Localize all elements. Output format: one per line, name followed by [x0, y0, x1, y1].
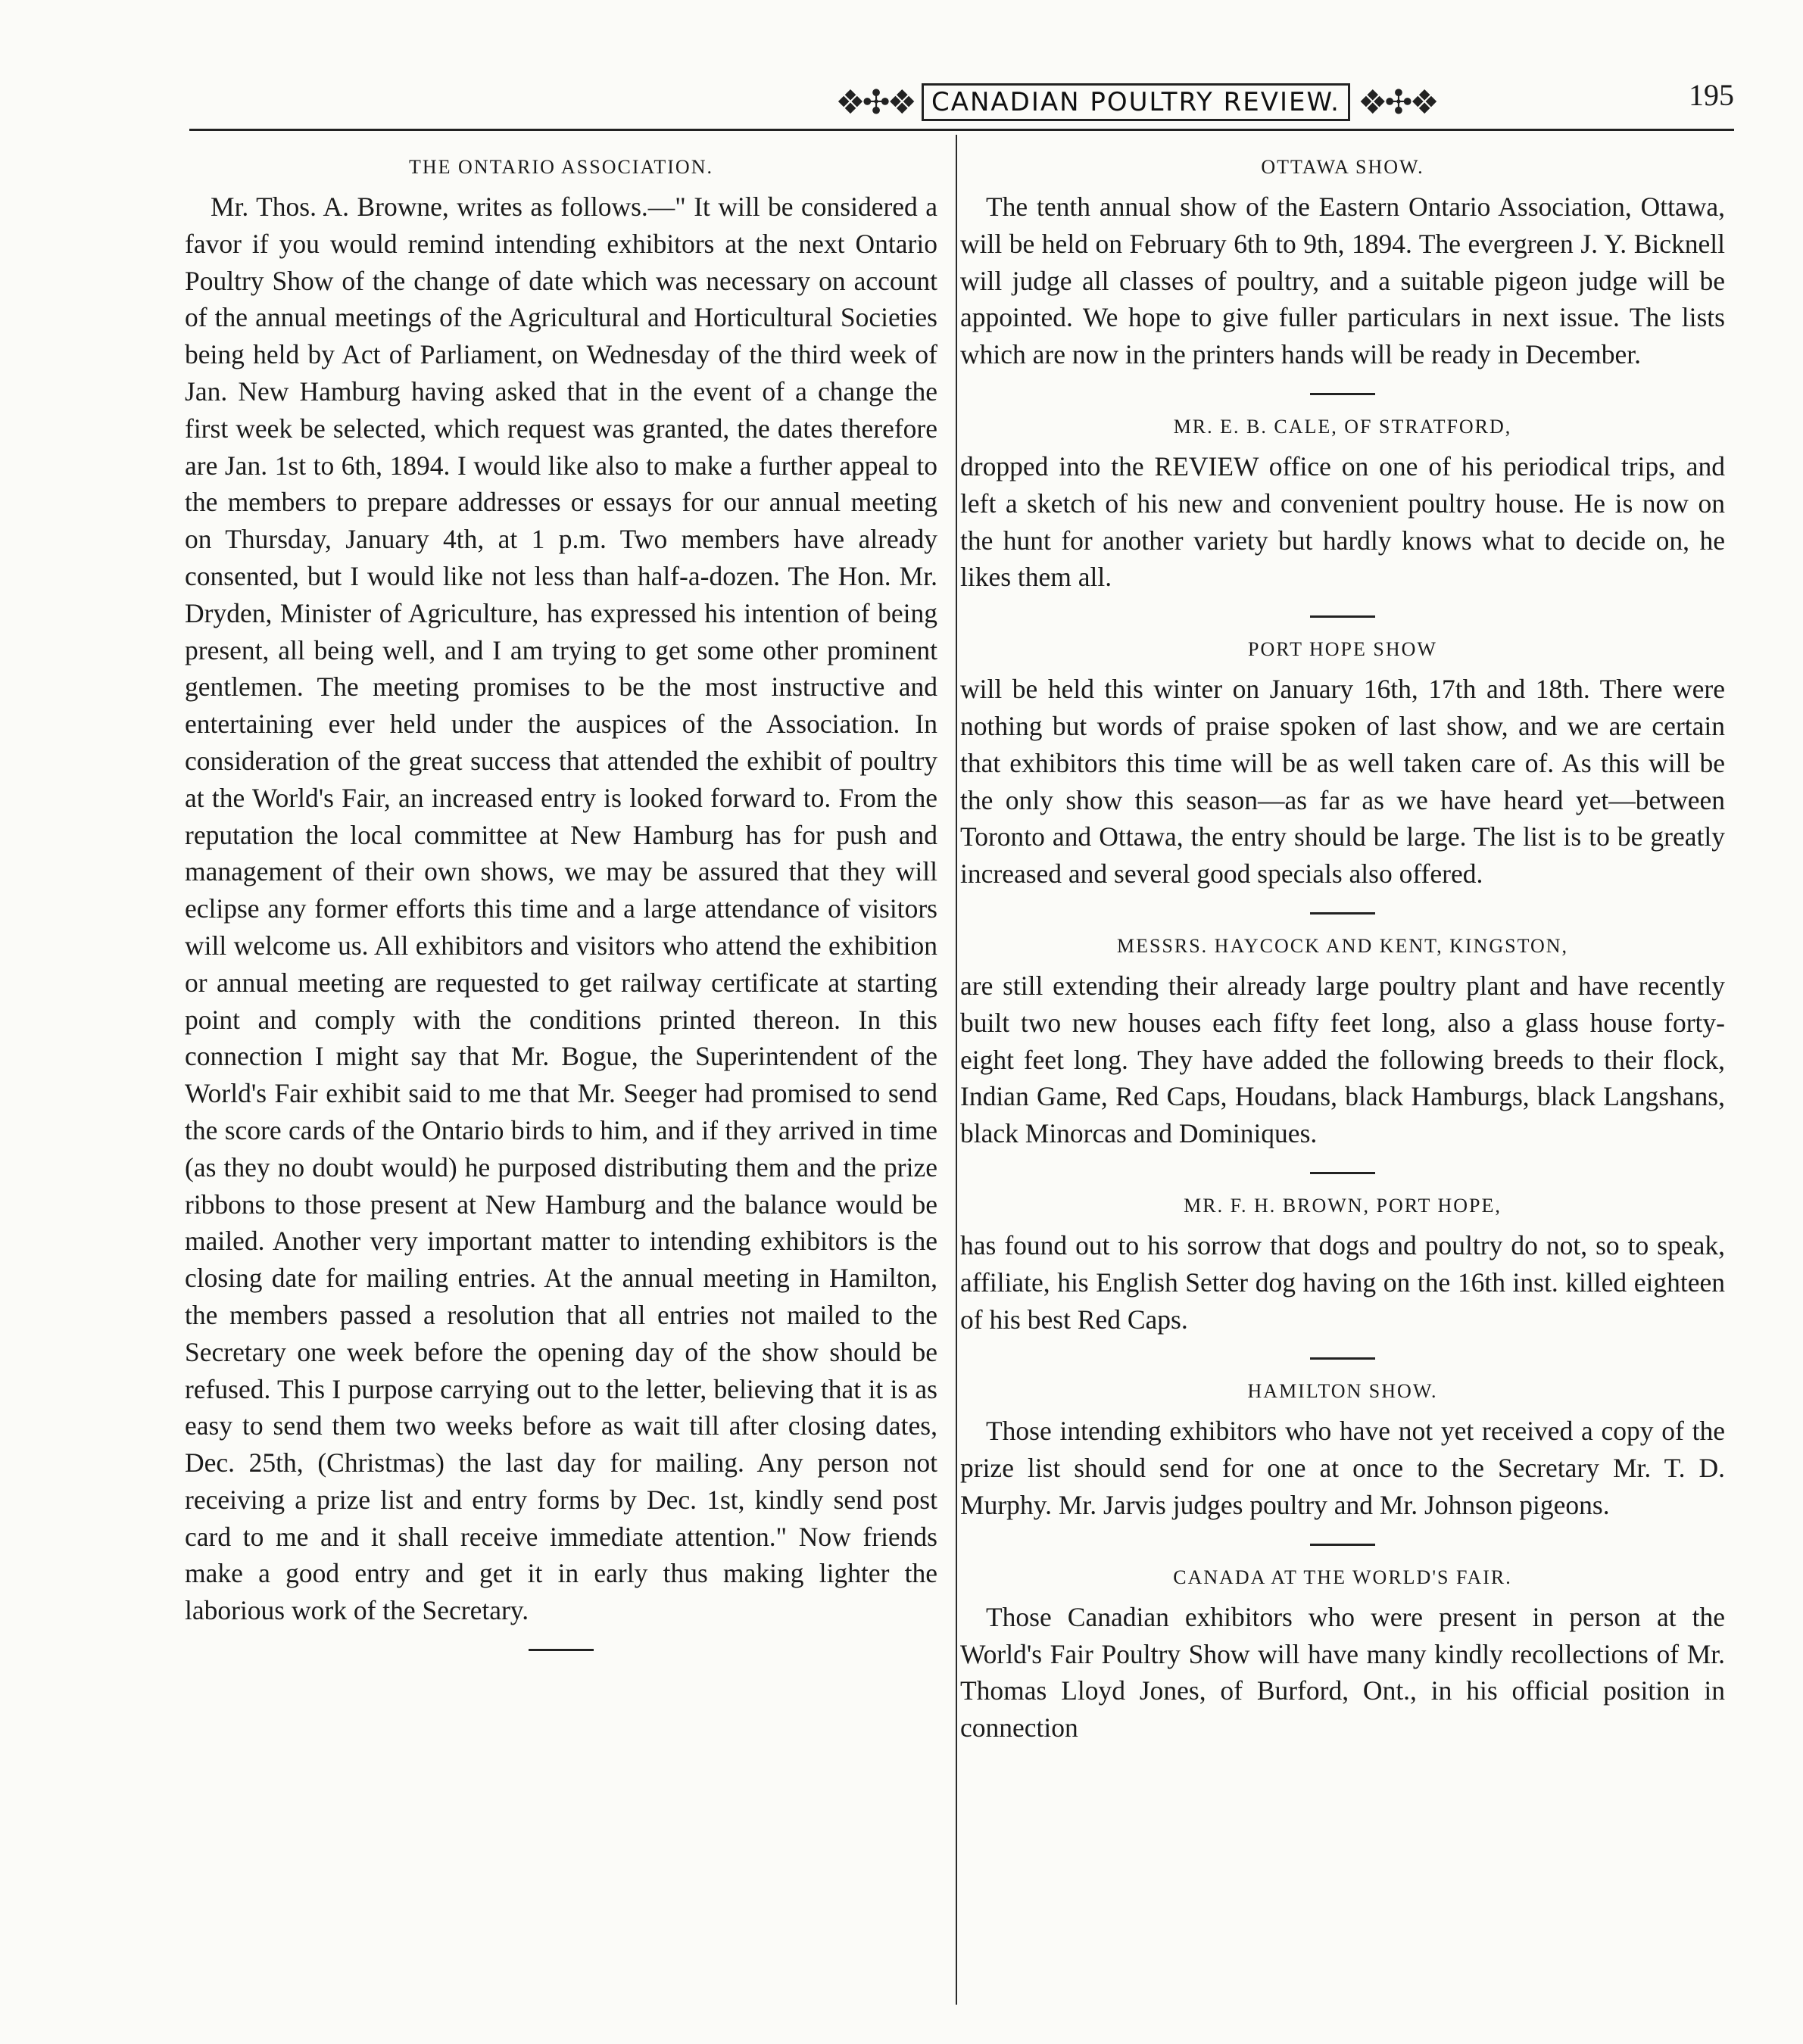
- article-heading-worlds-fair: CANADA AT THE WORLD'S FAIR.: [1173, 1566, 1512, 1588]
- section-dash: [1310, 393, 1375, 395]
- section-dash: [1310, 1544, 1375, 1546]
- masthead: [189, 76, 1734, 129]
- article-body-hamilton-show: Those intending exhibitors who have not yet received a copy of the prize list should send for one at once to the Secretary Mr. T. D. Murphy. Mr. Jarvis judges poultry and Mr. Johnson pigeons.: [960, 1416, 1725, 1520]
- article-heading-port-hope-show: PORT HOPE SHOW: [1248, 638, 1437, 661]
- article-body-worlds-fair: Those Canadian exhibitors who were present in person at the World's Fair Poultry Show will have many kindly recollections of Mr. Thomas Lloyd Jones, of Burford, Ont., in his official position in connection: [960, 1601, 1725, 1743]
- article-body-brown: has found out to his sorrow that dogs and poultry do not, so to speak, affiliate, his English Setter dog having on the 16th inst. killed eighteen of his best Red Caps.: [960, 1229, 1725, 1335]
- article-body-port-hope-show: will be held this winter on January 16th, 17th and 18th. There were nothing but words of praise spoken of last show, and we are certain that exhibitors this time will be as well taken care of. As this will be the only show this season—as far as we have heard yet—between Toronto and Ottawa, the entry should be large. The list is to be greatly increased and several good specials also offered.: [960, 674, 1725, 890]
- article-body-cale: dropped into the REVIEW office on one of his periodical trips, and left a sketch of his new and convenient poultry house. He is now on the hunt for another variety but hardly knows what to decide on, he likes them all.: [960, 450, 1725, 593]
- ornament-left-icon: ❖✣❖: [835, 83, 914, 122]
- column-divider: [956, 135, 957, 2005]
- header-rule: [189, 129, 1734, 131]
- section-dash: [529, 1649, 594, 1651]
- section-dash: [1310, 1172, 1375, 1174]
- section-dash: [1310, 1357, 1375, 1360]
- article-body-ottawa-show: The tenth annual show of the Eastern Ontario Association, Ottawa, will be held on February 6th to 9th, 1894. The evergreen J. Y. Bicknell will judge all classes of poultry, and a suitable pigeon judge will be appointed. We hope to give fuller particulars in next issue. The lists which are now in the printers hands will be ready in December.: [960, 192, 1725, 370]
- masthead-title-block: [833, 76, 1439, 129]
- section-dash: [1310, 912, 1375, 915]
- masthead-title: CANADIAN POULTRY REVIEW.: [922, 83, 1350, 121]
- section-dash: [1310, 615, 1375, 618]
- page-number: 195: [1689, 78, 1734, 112]
- right-column: [960, 148, 1725, 1746]
- article-body-ontario-association: Mr. Thos. A. Browne, writes as follows.—" It will be considered a favor if you would remind intending exhibitors at the next Ontario Poultry Show of the change of date which was necessary on account of the annual meetings of the Agricultural and Horticultural Societies being held by Act of Parliament, on Wednesday of the third week of Jan. New Hamburg having asked that in the event of a change the first week be selected, which request was granted, the dates therefore are Jan. 1st to 6th, 1894. I would like also to make a further appeal to the members to prepare addresses or essays for our annual meeting on Thursday, January 4th, at 1 p.m. Two members have already consented, but I would like not less than half-a-dozen. The Hon. Mr. Dryden, Minister of Agriculture, has expressed his intention of being present, all being well, and I am trying to get some other prominent gentlemen. The meeting promises to be the most instructive and entertaining ever held under the auspices of the Association. In consideration of the great success that attended the exhibit of poultry at the World's Fair, an increased entry is looked forward to. From the reputation the local committee at New Hamburg has for push and management of their own shows, we may be assured that they will eclipse any former efforts this time and a large attendance of visitors will welcome us. All exhibitors and visitors who attend the exhibition or annual meeting are requested to get railway certificate at starting point and comply with the conditions printed thereon. In this connection I might say that Mr. Bogue, the Superintendent of the World's Fair exhibit said to me that Mr. Seeger had promised to send the score cards of the Ontario birds to him, and if they arrived in time (as they no doubt would) he purposed distributing them and the prize ribbons to those present at New Hamburg and the balance would be mailed. Another very important matter to intending exhibitors is the closing date for mailing entries. At the annual meeting in Hamilton, the members passed a resolution that all entries not mailed to the Secretary one week before the opening day of the show should be refused. This I purpose carrying out to the letter, believing that it is as easy to send them two weeks before as wait till after closing dates, Dec. 25th, (Christmas) the last day for mailing. Any person not receiving a prize list and entry forms by Dec. 1st, kindly send post card to me and it shall receive immediate attention." Now friends make a good entry and get it in early thus making lighter the laborious work of the Secretary.: [185, 192, 937, 1626]
- article-heading-ontario-association: THE ONTARIO ASSOCIATION.: [409, 156, 713, 178]
- article-heading-haycock-kent: MESSRS. HAYCOCK AND KENT, KINGSTON,: [1116, 934, 1569, 957]
- article-heading-hamilton-show: HAMILTON SHOW.: [1247, 1380, 1438, 1403]
- article-heading-cale: MR. E. B. CALE, OF STRATFORD,: [1173, 415, 1512, 438]
- article-body-haycock-kent: are still extending their already large poultry plant and have recently built two new houses each fifty feet long, also a glass house forty-eight feet long. They have added the following breeds to their flock, Indian Game, Red Caps, Houdans, black Hamburgs, black Langshans, black Minorcas and Dominiques.: [960, 970, 1725, 1149]
- article-heading-brown: MR. F. H. BROWN, PORT HOPE,: [1184, 1194, 1502, 1217]
- article-heading-ottawa-show: OTTAWA SHOW.: [1261, 156, 1424, 178]
- left-column: [185, 148, 937, 1668]
- ornament-right-icon: ❖✣❖: [1358, 83, 1436, 122]
